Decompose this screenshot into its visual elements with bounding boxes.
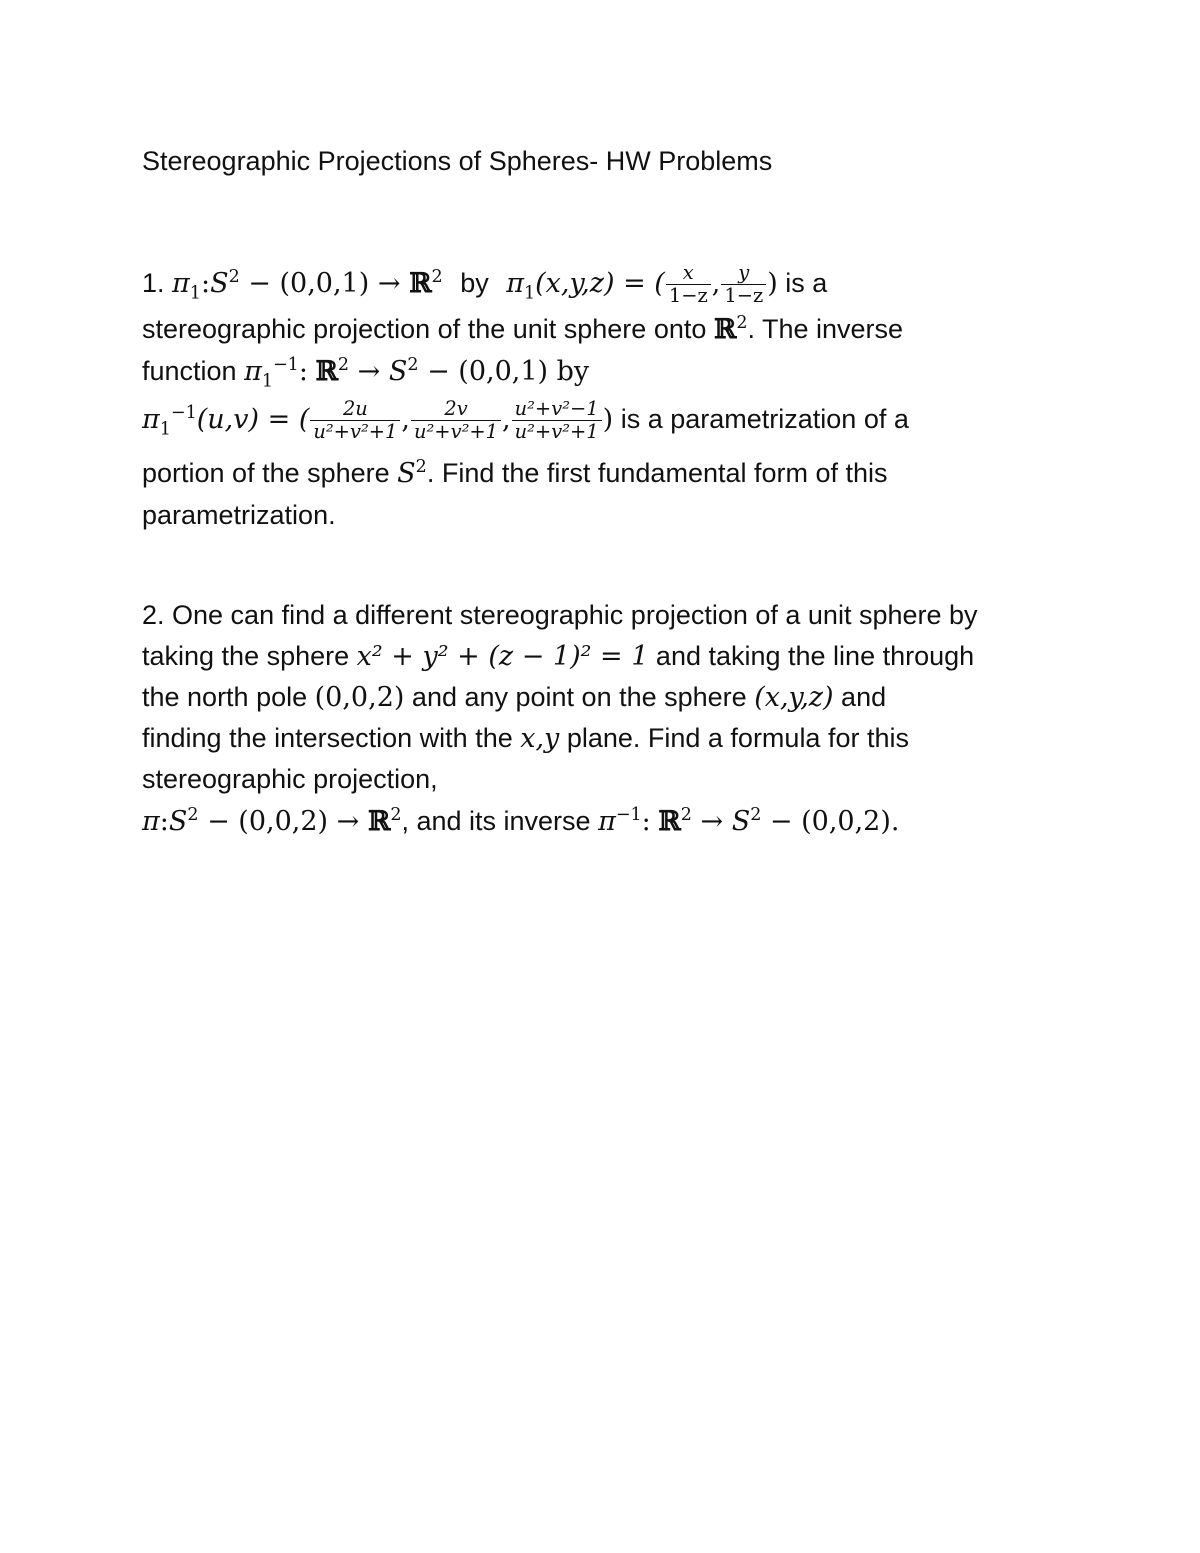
problem-2-line-2	[142, 641, 974, 672]
problem-1-line-6: parametrization.	[142, 500, 336, 530]
comma: ,	[502, 403, 511, 435]
exponent: 2	[337, 355, 350, 375]
exponent: 2	[680, 805, 692, 825]
text: taking the sphere	[142, 641, 357, 671]
exponent: 2	[415, 457, 427, 477]
problem-1-line-3	[142, 355, 590, 392]
args-uv: (u,v) = (	[196, 403, 310, 435]
text: portion of the sphere	[142, 458, 398, 488]
sphere-symbol: S	[388, 356, 408, 387]
fraction-u2v2m1: $\frac{\text{u²+v²−1}}{\text{u²+v²+1}}$	[512, 398, 602, 444]
sphere-symbol: S	[168, 806, 188, 837]
text: function	[142, 356, 245, 386]
comma: ,	[401, 403, 410, 435]
text: finding the intersection with the	[142, 723, 521, 753]
problem-2-line-4	[142, 723, 909, 754]
map-pi-inverse: $\pi^{-1}$	[598, 805, 642, 837]
map-pi-1-inverse-applied: $\pi_1^{-1}$	[142, 402, 197, 440]
close-paren: )	[602, 403, 614, 435]
sphere-equation: x² + y² + (z − 1)² = 1	[356, 641, 649, 672]
sphere-symbol: S	[731, 806, 751, 837]
sphere-symbol: S	[210, 267, 229, 299]
text: . Find the first fundamental form of this	[426, 458, 888, 488]
point-xyz: (x,y,z)	[754, 682, 834, 713]
text: is a parametrization of a	[620, 403, 909, 434]
text-is-a: is a	[785, 267, 828, 298]
exponent: 2	[390, 805, 402, 825]
text: the north pole	[142, 682, 315, 712]
document-title: Stereographic Projections of Spheres- HW Problems	[142, 146, 773, 176]
minus-north-pole: − (0,0,1) →	[239, 267, 410, 299]
fraction-2v: $\frac{2v}{\text{u²+v²+1}}$	[411, 398, 501, 444]
reals-symbol: ℝ	[315, 356, 338, 387]
minus-north-pole: − (0,0,2) →	[198, 806, 368, 837]
problem-1-line-4	[142, 398, 909, 444]
problem-1-line-5	[142, 458, 888, 489]
map-pi-1-inverse: $\pi_1^{-1}$	[244, 355, 299, 392]
text: and any point on the sphere	[404, 682, 755, 712]
problem-2-line-1: 2. One can find a different stereographic projection of a unit sphere by	[142, 600, 978, 630]
sphere-symbol: S	[397, 458, 416, 489]
reals-symbol: ℝ	[658, 806, 681, 837]
problem-2-line-6	[142, 806, 899, 837]
reals-symbol: ℝ	[713, 314, 737, 345]
map-pi-1: $\pi_1$	[172, 267, 201, 304]
colon: :	[159, 806, 169, 837]
comma: ,	[711, 267, 721, 299]
colon: :	[298, 356, 308, 387]
fraction-2u: $\frac{2u}{\text{u²+v²+1}}$	[310, 398, 400, 444]
problem-1-number: 1.	[142, 267, 165, 298]
exponent: 2	[750, 805, 762, 825]
xy-plane-symbol: x,y	[520, 723, 560, 754]
exponent: 2	[407, 355, 419, 375]
exponent: 2	[736, 313, 748, 333]
reals-symbol: ℝ	[409, 267, 432, 299]
arrow: →	[691, 806, 732, 837]
fraction-x: $\frac{x}{1-z}$	[666, 262, 711, 308]
fraction-y: $\frac{y}{1-z}$	[721, 262, 766, 308]
text: and taking the line through	[648, 641, 975, 671]
colon: :	[641, 806, 651, 837]
reals-symbol: ℝ	[367, 806, 391, 837]
args-xyz: (x,y,z) = (	[535, 267, 665, 299]
text: , and its inverse	[401, 806, 599, 836]
exponent: 2	[431, 266, 443, 287]
text: stereographic projection of the unit sphere onto	[142, 314, 714, 344]
text: − (0,0,2).	[761, 806, 900, 837]
colon: :	[200, 267, 211, 299]
exponent: 2	[187, 805, 199, 825]
word-by: by	[460, 267, 489, 298]
text: . The inverse	[747, 314, 904, 344]
exponent: 2	[228, 266, 240, 287]
map-pi: π	[142, 806, 160, 837]
problem-2-line-3	[142, 682, 886, 713]
text: plane. Find a formula for this	[559, 723, 909, 753]
close-paren: )	[767, 267, 778, 299]
problem-1-line-1	[142, 262, 827, 308]
map-pi-1-applied: $\pi_1$	[506, 267, 536, 304]
problem-2-line-5: stereographic projection,	[142, 764, 438, 794]
north-pole-point: (0,0,2)	[314, 682, 405, 713]
text: and	[833, 682, 887, 712]
arrow: →	[349, 356, 389, 387]
text: − (0,0,1) by	[418, 356, 590, 387]
problem-1-line-2	[142, 314, 903, 345]
